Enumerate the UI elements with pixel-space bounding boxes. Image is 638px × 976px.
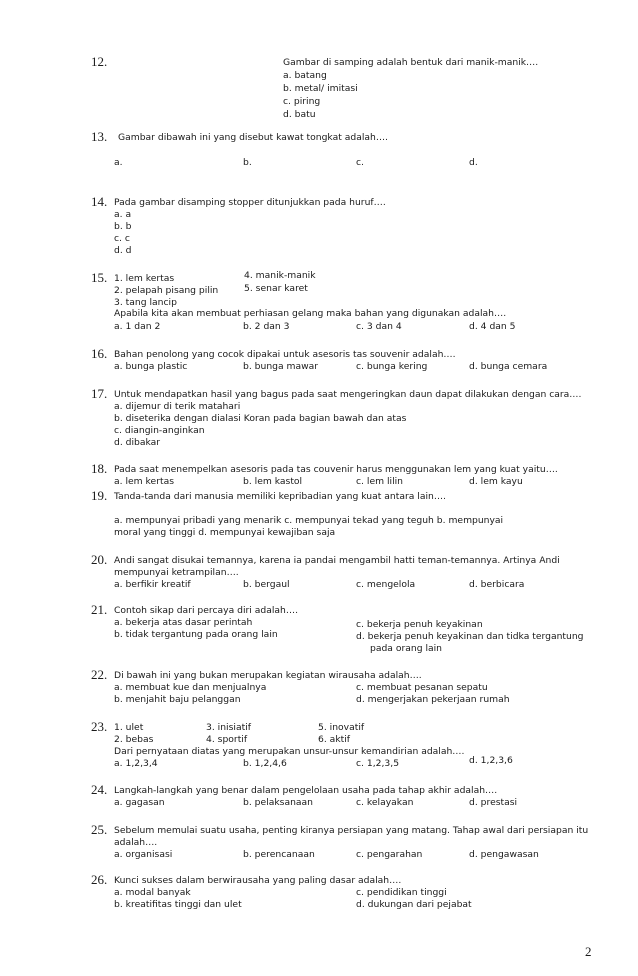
option-d: d. 4 dan 5 [469, 321, 516, 332]
list-item: 5. inovatif [318, 722, 365, 733]
list-item: 2. bebas [114, 734, 154, 745]
question-text: adalah…. [114, 837, 158, 848]
question-text: Contoh sikap dari percaya diri adalah…. [114, 605, 298, 616]
option-c: c. bekerja penuh keyakinan [356, 619, 483, 630]
option-b: b. bunga mawar [243, 361, 319, 372]
option-d: d. [469, 157, 478, 168]
list-item: 6. aktif [318, 734, 351, 745]
option-line: a. mempunyai pribadi yang menarik c. mempunyai tekad yang teguh b. mempunyai [114, 515, 504, 526]
option-d: d. dibakar [114, 437, 161, 448]
option-a: a. gagasan [114, 797, 165, 808]
option-d: d. 1,2,3,6 [469, 755, 513, 766]
option-b: b. 2 dan 3 [243, 321, 290, 332]
option-d: d. bunga cemara [469, 361, 548, 372]
option-b: b. b [114, 221, 132, 232]
option-c: c. 3 dan 4 [356, 321, 402, 332]
page-number: 2 [585, 944, 592, 959]
option-a: a. 1 dan 2 [114, 321, 161, 332]
question-text: Pada saat menempelkan asesoris pada tas couvenir harus menggunakan lem yang kuat yaitu…. [114, 464, 558, 475]
list-item: 3. inisiatif [206, 722, 251, 733]
option-a: a. bekerja atas dasar perintah [114, 617, 253, 628]
option-b: b. bergaul [243, 579, 290, 590]
question-text: Gambar dibawah ini yang disebut kawat tongkat adalah…. [118, 132, 388, 143]
question-number: 24. [91, 782, 108, 797]
option-b: b. pelaksanaan [243, 797, 313, 808]
option-a: a. dijemur di terik matahari [114, 401, 241, 412]
option-c: c. [356, 157, 364, 168]
option-c: c. membuat pesanan sepatu [356, 682, 488, 693]
option-b: b. [243, 157, 252, 168]
option-d: d. mengerjakan pekerjaan rumah [356, 694, 510, 705]
option-a: a. [114, 157, 123, 168]
option-a: a. modal banyak [114, 887, 191, 898]
option-a: a. a [114, 209, 132, 220]
question-text: Di bawah ini yang bukan merupakan kegiatan wirausaha adalah…. [114, 670, 422, 681]
question-number: 18. [91, 461, 108, 476]
option-a: a. lem kertas [114, 476, 174, 487]
option-c: c. lem lilin [356, 476, 404, 487]
list-item: 4. sportif [206, 734, 248, 745]
option-c: c. diangin-anginkan [114, 425, 205, 436]
list-item: 3. tang lancip [114, 297, 177, 308]
question-number: 23. [91, 719, 108, 734]
question-text: Andi sangat disukai temannya, karena ia pandai mengambil hatti teman-temannya. Artinya Andi [114, 555, 560, 566]
option-d: d. pengawasan [469, 849, 539, 860]
question-text: Apabila kita akan membuat perhiasan gelang maka bahan yang digunakan adalah…. [114, 308, 507, 319]
option-d: d. bekerja penuh keyakinan dan tidka tergantung [356, 631, 584, 642]
option-line: moral yang tinggi d. mempunyai kewajiban saja [114, 527, 336, 538]
question-text: Dari pernyataan diatas yang merupakan unsur-unsur kemandirian adalah…. [114, 746, 465, 757]
option-d: d. d [114, 245, 132, 256]
question-text: Untuk mendapatkan hasil yang bagus pada saat mengeringkan daun dapat dilakukan dengan cara…. [114, 389, 582, 400]
option-a: a. membuat kue dan menjualnya [114, 682, 267, 693]
question-text: Pada gambar disamping stopper ditunjukkan pada huruf…. [114, 197, 386, 208]
option-d: d. dukungan dari pejabat [356, 899, 472, 910]
option-b: b. diseterika dengan dialasi Koran pada bagian bawah dan atas [114, 413, 407, 424]
option-d: d. lem kayu [469, 476, 523, 487]
question-text: Langkah-langkah yang benar dalam pengelolaan usaha pada tahap akhir adalah…. [114, 785, 498, 796]
option-c: c. piring [283, 96, 321, 107]
option-c: c. c [114, 233, 130, 244]
question-text: Tanda-tanda dari manusia memiliki kepribadian yang kuat antara lain…. [114, 491, 446, 502]
question-number: 21. [91, 602, 108, 617]
option-b: b. menjahit baju pelanggan [114, 694, 241, 705]
question-number: 20. [91, 552, 108, 567]
list-item: 5. senar karet [244, 283, 308, 294]
option-a: a. 1,2,3,4 [114, 758, 158, 769]
list-item: 1. ulet [114, 722, 144, 733]
option-c: c. pendidikan tinggi [356, 887, 447, 898]
option-d: d. batu [283, 109, 316, 120]
option-b: b. kreatifitas tinggi dan ulet [114, 899, 242, 910]
question-text: mempunyai ketrampilan…. [114, 567, 239, 578]
question-text: Bahan penolong yang cocok dipakai untuk asesoris tas souvenir adalah…. [114, 349, 456, 360]
option-b: b. lem kastol [243, 476, 303, 487]
question-number: 16. [91, 346, 108, 361]
option-b: b. 1,2,4,6 [243, 758, 287, 769]
question-text: Sebelum memulai suatu usaha, penting kiranya persiapan yang matang. Tahap awal dari persiapan itu [114, 825, 589, 836]
question-number: 13. [91, 129, 108, 144]
question-number: 12. [91, 54, 108, 69]
option-a: a. organisasi [114, 849, 173, 860]
question-number: 15. [91, 270, 108, 285]
list-item: 2. pelapah pisang pilin [114, 285, 219, 296]
question-number: 17. [91, 386, 108, 401]
option-b: b. metal/ imitasi [283, 83, 358, 94]
list-item: 1. lem kertas [114, 273, 175, 284]
question-number: 25. [91, 822, 108, 837]
option-c: c. pengarahan [356, 849, 423, 860]
option-a: a. berfikir kreatif [114, 579, 191, 590]
option-d-continued: pada orang lain [370, 643, 443, 654]
question-number: 19. [91, 488, 108, 503]
option-b: b. tidak tergantung pada orang lain [114, 629, 278, 640]
question-number: 22. [91, 667, 108, 682]
option-c: c. bunga kering [356, 361, 428, 372]
option-a: a. bunga plastic [114, 361, 188, 372]
question-number: 26. [91, 872, 108, 887]
list-item: 4. manik-manik [244, 270, 316, 281]
option-c: c. kelayakan [356, 797, 414, 808]
option-a: a. batang [283, 70, 327, 81]
question-number: 14. [91, 194, 108, 209]
option-d: d. berbicara [469, 579, 525, 590]
option-d: d. prestasi [469, 797, 518, 808]
option-c: c. mengelola [356, 579, 416, 590]
option-c: c. 1,2,3,5 [356, 758, 400, 769]
question-text: Kunci sukses dalam berwirausaha yang paling dasar adalah…. [114, 875, 402, 886]
option-b: b. perencanaan [243, 849, 315, 860]
question-text: Gambar di samping adalah bentuk dari manik-manik…. [283, 57, 539, 68]
